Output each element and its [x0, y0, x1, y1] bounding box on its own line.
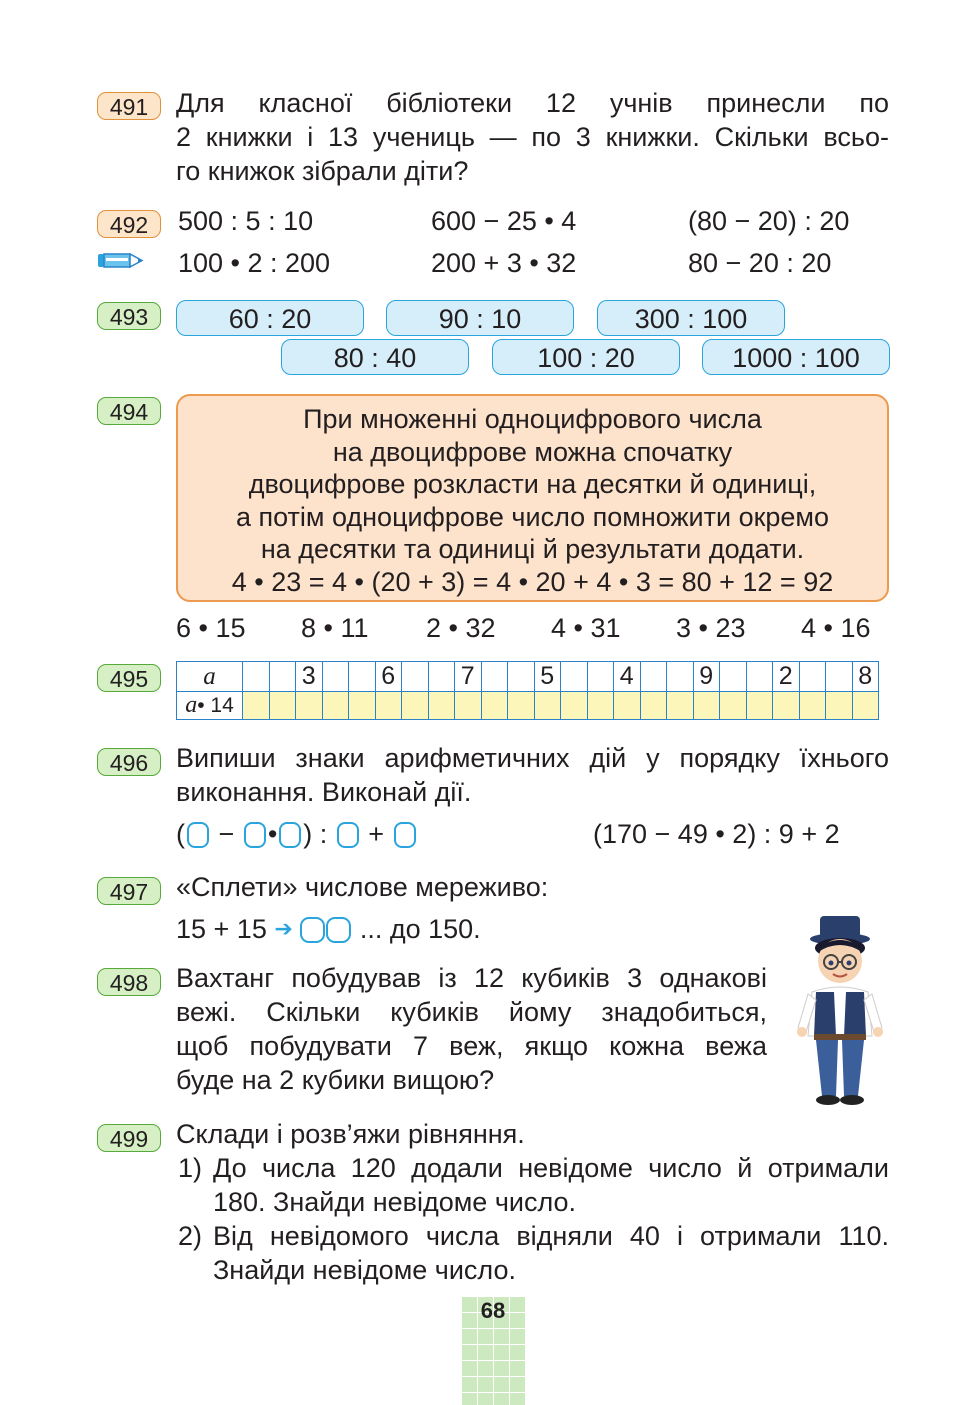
minus-sign: − [218, 819, 235, 849]
table-answer-cell[interactable] [349, 692, 376, 720]
table-cell-value [720, 662, 747, 692]
table-answer-cell[interactable] [534, 692, 561, 720]
task-498-line-4: буде на 2 кубики вищою? [176, 1065, 495, 1095]
table-answer-cell[interactable] [428, 692, 455, 720]
task-498-line-1: Вахтанг побудував із 12 кубиків 3 однакові [176, 963, 767, 993]
table-cell-value: 7 [455, 662, 482, 692]
expr-492-5: 200 + 3 • 32 [431, 248, 577, 278]
rule-line-4: а потім одноцифрове число помножити окремо [235, 501, 830, 532]
dot-sign: • [267, 819, 278, 849]
table-cell-value [799, 662, 826, 692]
item-1-line-1: До числа 120 додали невідоме число й отримали [213, 1153, 889, 1183]
table-cell-value [667, 662, 694, 692]
table-answer-cell[interactable] [561, 692, 588, 720]
task-number-498: 498 [97, 968, 161, 996]
task-number-493: 493 [97, 302, 161, 330]
expr-box-493-5: 100 : 20 [492, 339, 680, 375]
blank-circle[interactable] [326, 917, 351, 943]
table-cell-value [349, 662, 376, 692]
arrow-right-icon: ➔ [274, 916, 293, 941]
pencil-icon [97, 251, 145, 271]
item-marker-1: 1) [178, 1153, 203, 1183]
table-answer-cell[interactable] [640, 692, 667, 720]
item-1-line-2: 180. Знайди невідоме число. [213, 1187, 577, 1217]
rule-line-5: на десятки та одиниці й результати додати. [260, 534, 805, 564]
header-var: a [185, 692, 198, 718]
item-2-line-2: Знайди невідоме число. [213, 1255, 516, 1285]
table-cell-value [587, 662, 614, 692]
table-answer-cell[interactable] [773, 692, 800, 720]
table-495 [176, 661, 879, 720]
item-2-line-1: Від невідомого числа відняли 40 і отримали 110. [213, 1221, 889, 1251]
expr-492-4: 100 • 2 : 200 [178, 248, 331, 278]
rule-line-3: двоцифрове розкласти на десятки й одиниці, [248, 469, 817, 499]
expression-496: (170 − 49 • 2) : 9 + 2 [593, 819, 840, 849]
table-cell-value: 8 [852, 662, 879, 692]
paren-open: ( [176, 819, 185, 849]
expr-box-493-4: 80 : 40 [281, 339, 469, 375]
task-498-line-2: вежі. Скільки кубиків йому знадобиться, [176, 997, 767, 1027]
task-number-499: 499 [97, 1124, 161, 1152]
task-number-494: 494 [97, 397, 161, 425]
task-number-495: 495 [97, 664, 161, 692]
task-497-line-2 [176, 912, 481, 946]
table-cell-value [640, 662, 667, 692]
table-answer-cell[interactable] [402, 692, 429, 720]
table-answer-cell[interactable] [269, 692, 296, 720]
expr-492-6: 80 − 20 : 20 [688, 248, 832, 278]
task-number-496: 496 [97, 748, 161, 776]
table-cell-value [269, 662, 296, 692]
rule-box [176, 394, 889, 602]
table-answer-cell[interactable] [720, 692, 747, 720]
blank-circle[interactable] [337, 822, 359, 848]
blank-circle[interactable] [244, 822, 266, 848]
task-496-line-1: Випиши знаки арифметичних дій у порядку їхнього [176, 743, 889, 773]
exercise-494-3: 2 • 32 [426, 613, 496, 643]
table-cell-value: 2 [773, 662, 800, 692]
expr-box-493-6: 1000 : 100 [702, 339, 890, 375]
table-answer-cell[interactable] [455, 692, 482, 720]
table-answer-cell[interactable] [375, 692, 402, 720]
table-answer-cell[interactable] [799, 692, 826, 720]
task-499-line-1: Склади і розв’яжи рівняння. [176, 1119, 525, 1149]
table-answer-cell[interactable] [693, 692, 720, 720]
task-491-line-3: го книжок зібрали діти? [176, 156, 469, 186]
exercise-494-2: 8 • 11 [301, 613, 369, 643]
blank-circle[interactable] [300, 917, 325, 943]
task-498-line-3: щоб побудувати 7 веж, якщо кожна вежа [176, 1031, 767, 1061]
table-cell-value: 5 [534, 662, 561, 692]
table-cell-value [481, 662, 508, 692]
table-cell-value [322, 662, 349, 692]
exercise-494-6: 4 • 16 [801, 613, 871, 643]
plus-sign: + [368, 819, 385, 849]
operation-template [176, 817, 418, 851]
task-number-492: 492 [97, 210, 161, 238]
expr-492-2: 600 − 25 • 4 [431, 206, 577, 236]
table-answer-cell[interactable] [243, 692, 270, 720]
page-number: 68 [480, 1298, 506, 1323]
table-answer-cell[interactable] [852, 692, 879, 720]
table-cell-value [402, 662, 429, 692]
expr-492-1: 500 : 5 : 10 [178, 206, 314, 236]
task-491-line-2: 2 книжки і 13 учениць — по 3 книжки. Скільки всьо- [176, 122, 889, 152]
task-496-line-2: виконання. Виконай дії. [176, 777, 472, 807]
expr-box-493-2: 90 : 10 [386, 300, 574, 336]
exercise-494-5: 3 • 23 [676, 613, 746, 643]
rule-line-2: на двоцифрове можна спочатку [332, 436, 733, 467]
table-cell-value: 9 [693, 662, 720, 692]
task-497-line-1: «Сплети» числове мереживо: [176, 872, 549, 902]
end-text: ... до 150. [359, 914, 481, 944]
header-a-times-14 [177, 692, 243, 720]
blank-circle[interactable] [187, 822, 209, 848]
header-rest: • 14 [197, 694, 234, 717]
table-cell-value: 4 [614, 662, 641, 692]
task-491-line-1: Для класної бібліотеки 12 учнів принесли по [176, 88, 889, 118]
expr-box-493-1: 60 : 20 [176, 300, 364, 336]
rule-line-1: При множенні одноцифрового числа [303, 404, 762, 434]
table-cell-value [826, 662, 853, 692]
table-cell-value [243, 662, 270, 692]
header-a: a [177, 662, 243, 692]
start-expression: 15 + 15 [176, 914, 267, 944]
close-divide: ) : [303, 819, 328, 849]
table-answer-cell[interactable] [826, 692, 853, 720]
expr-492-3: (80 − 20) : 20 [688, 206, 850, 236]
boy-illustration [790, 908, 890, 1113]
rule-example: 4 • 23 = 4 • (20 + 3) = 4 • 20 + 4 • 3 = 80 + 12 = 92 [231, 566, 834, 597]
table-answer-cell[interactable] [746, 692, 773, 720]
table-cell-value [508, 662, 535, 692]
blank-circle[interactable] [394, 822, 416, 848]
exercise-494-1: 6 • 15 [176, 613, 246, 643]
task-number-491: 491 [97, 92, 161, 120]
exercise-494-4: 4 • 31 [551, 613, 621, 643]
item-marker-2: 2) [178, 1221, 203, 1251]
blank-circle[interactable] [279, 822, 301, 848]
table-cell-value: 3 [296, 662, 323, 692]
table-answer-cell[interactable] [296, 692, 323, 720]
task-number-497: 497 [97, 877, 161, 905]
table-answer-cell[interactable] [667, 692, 694, 720]
table-answer-cell[interactable] [614, 692, 641, 720]
table-answer-cell[interactable] [322, 692, 349, 720]
table-cell-value [746, 662, 773, 692]
table-cell-value: 6 [375, 662, 402, 692]
table-answer-cell[interactable] [481, 692, 508, 720]
expr-box-493-3: 300 : 100 [597, 300, 785, 336]
table-answer-cell[interactable] [587, 692, 614, 720]
table-cell-value [561, 662, 588, 692]
table-answer-cell[interactable] [508, 692, 535, 720]
table-cell-value [428, 662, 455, 692]
